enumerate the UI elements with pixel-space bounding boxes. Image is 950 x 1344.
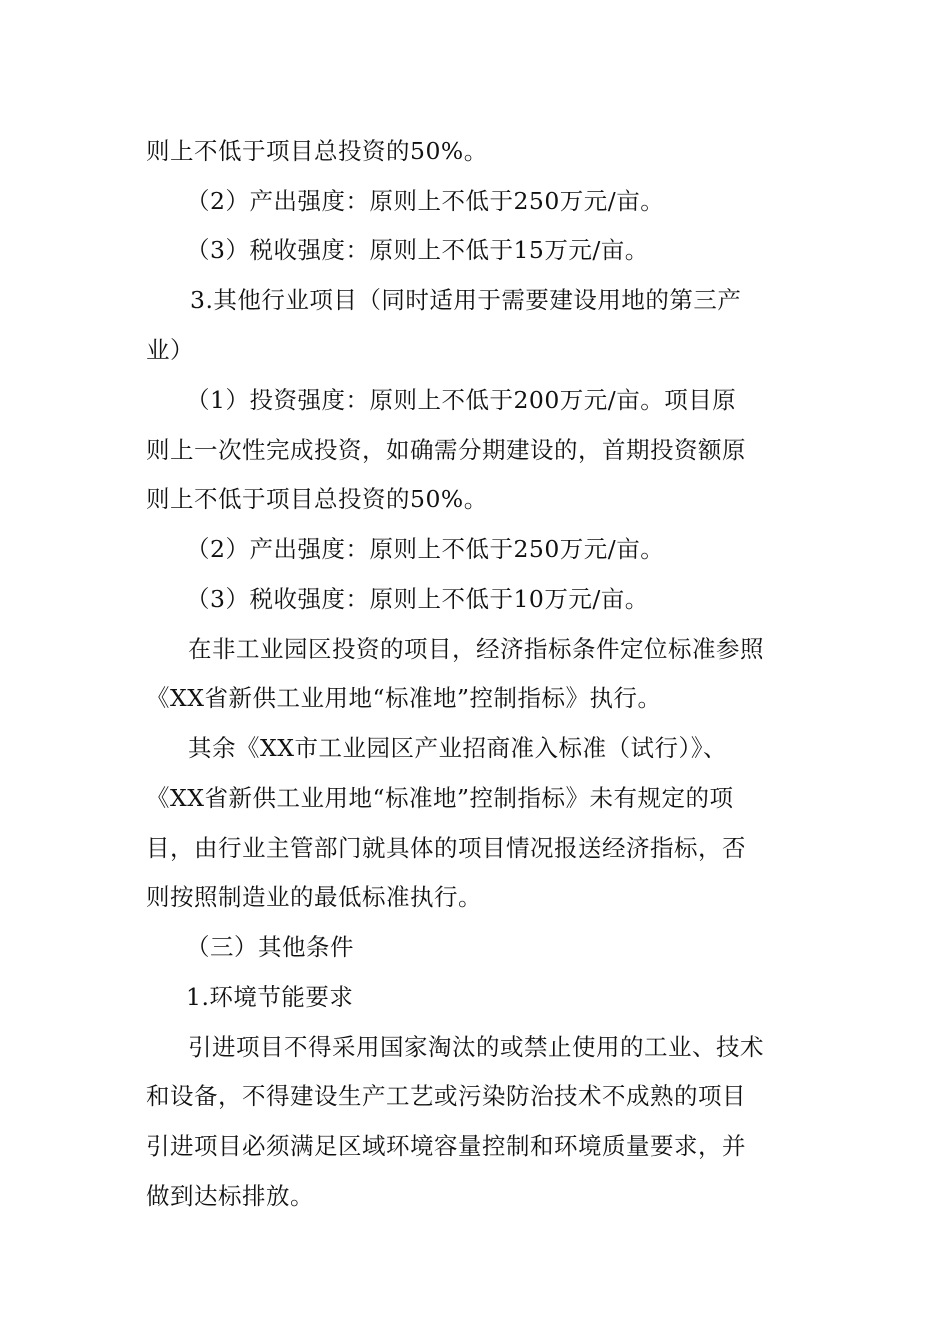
text-line: 3.其他行业项目（同时适用于需要建设用地的第三产 [190,286,742,314]
text-line: 做到达标排放。 [146,1182,314,1210]
text-line: （2）产出强度：原则上不低于250万元/亩。 [186,535,665,563]
text-line: 业） [146,336,194,364]
text-line: 则上一次性完成投资，如确需分期建设的，首期投资额原 [146,436,746,464]
text-line: （3）税收强度：原则上不低于10万元/亩。 [186,585,649,613]
text-line: （2）产出强度：原则上不低于250万元/亩。 [186,187,665,215]
text-line: 《XX省新供工业用地“标准地”控制指标》执行。 [146,684,662,712]
text-line: 引进项目必须满足区域环境容量控制和环境质量要求，并 [146,1132,746,1160]
text-line: 引进项目不得采用国家淘汰的或禁止使用的工业、技术 [188,1033,764,1061]
text-line: 《XX省新供工业用地“标准地”控制指标》未有规定的项 [146,784,734,812]
text-line: 目，由行业主管部门就具体的项目情况报送经济指标，否 [146,834,746,862]
text-line: （3）税收强度：原则上不低于15万元/亩。 [186,236,649,264]
text-line: 则按照制造业的最低标准执行。 [146,883,482,911]
text-line: 其余《XX市工业园区产业招商准入标准（试行）》、 [188,734,727,762]
section-heading: （三）其他条件 [186,933,354,961]
text-line: 则上不低于项目总投资的50%。 [146,137,488,165]
text-line: 则上不低于项目总投资的50%。 [146,485,488,513]
text-line: 和设备，不得建设生产工艺或污染防治技术不成熟的项目 [146,1082,746,1110]
subsection-heading: 1.环境节能要求 [186,983,354,1011]
text-line: （1）投资强度：原则上不低于200万元/亩。项目原 [186,386,737,414]
text-line: 在非工业园区投资的项目，经济指标条件定位标准参照 [188,635,764,663]
